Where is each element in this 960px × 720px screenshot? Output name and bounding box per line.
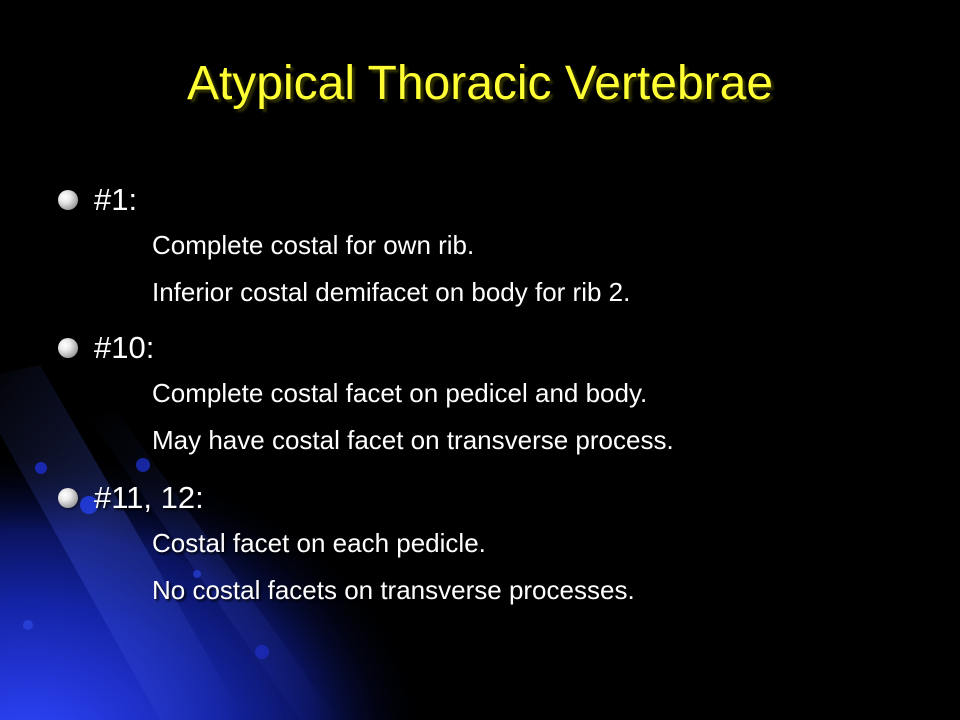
bullet-point-icon (58, 190, 78, 210)
bullet-item (58, 476, 918, 520)
bullet-sub-item: Complete costal facet on pedicel and body. (152, 378, 648, 408)
bullet-point-icon (58, 488, 78, 508)
bullet-point-icon (58, 338, 78, 358)
decorative-dot (35, 462, 47, 474)
bullet-label: #10: (94, 330, 155, 365)
bullet-item (58, 326, 918, 370)
bullet-sub-item: Inferior costal demifacet on body for rib 2. (152, 277, 631, 307)
bullet-sub-item: May have costal facet on transverse process. (152, 425, 674, 455)
bullet-sub-item: Complete costal for own rib. (152, 230, 475, 260)
bullet-list (58, 178, 918, 614)
decorative-dot (23, 620, 33, 630)
bullet-label: #1: (94, 182, 138, 217)
bullet-sub-item: No costal facets on transverse processes. (152, 575, 635, 605)
bullet-label: #11, 12: (94, 480, 204, 515)
bullet-sub-item: Costal facet on each pedicle. (152, 528, 486, 558)
decorative-dot (255, 645, 269, 659)
bullet-item (58, 178, 918, 222)
slide-title: Atypical Thoracic Vertebrae (186, 57, 774, 110)
